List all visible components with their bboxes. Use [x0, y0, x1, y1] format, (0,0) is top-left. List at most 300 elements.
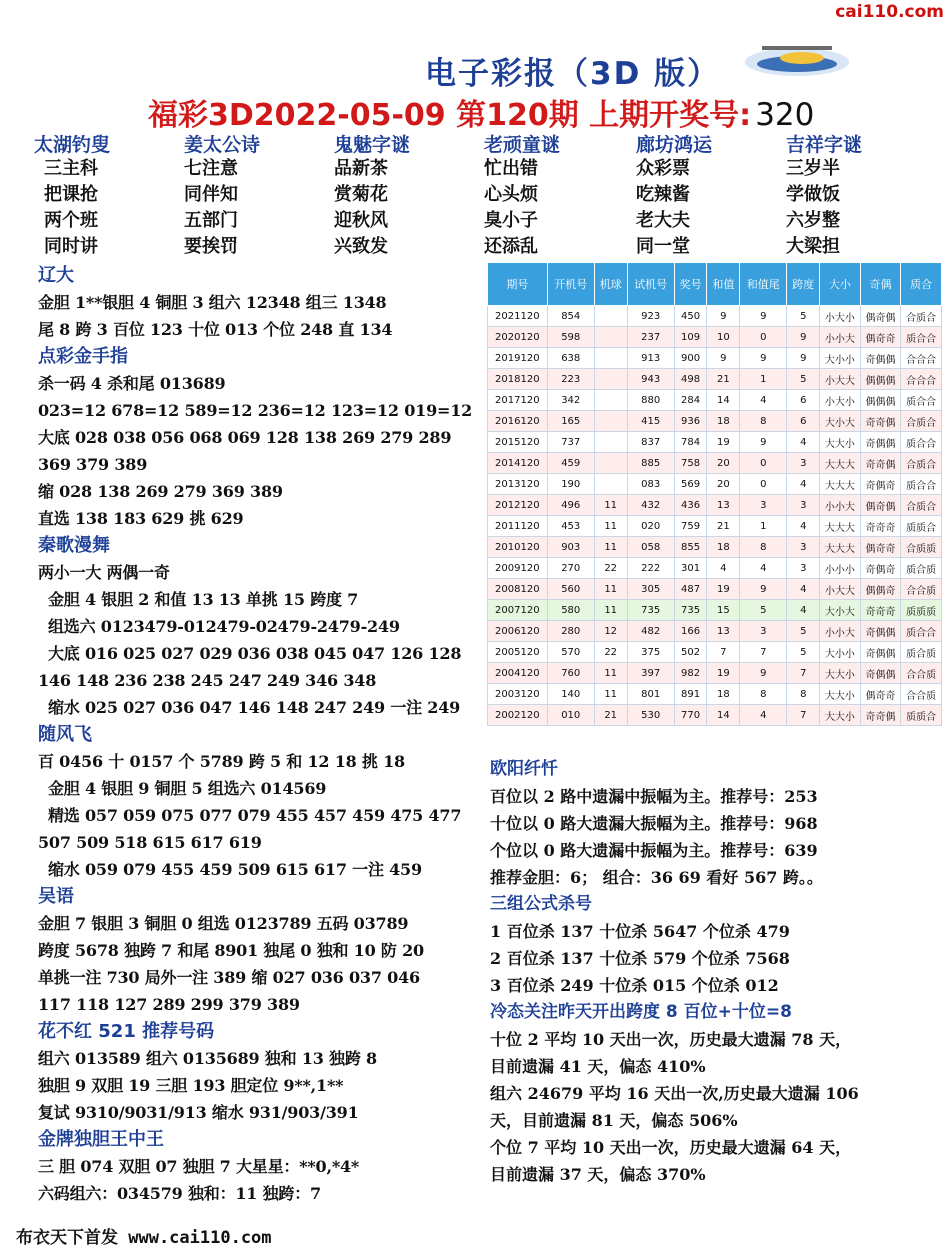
table-cell: 140: [547, 684, 594, 705]
riddle-item: 五部门: [184, 210, 238, 231]
table-cell: 14: [707, 390, 740, 411]
table-cell: 5: [787, 369, 820, 390]
text-line: 十位以 0 路大遗漏大振幅为主。推荐号：968: [490, 814, 818, 833]
table-cell: 质合质: [901, 558, 942, 579]
table-cell: 7: [740, 642, 787, 663]
table-cell: 小大小: [820, 390, 861, 411]
table-cell: 9: [707, 348, 740, 369]
table-cell: 合合合: [901, 348, 942, 369]
text-line: 3 百位杀 249 十位杀 015 个位杀 012: [490, 976, 779, 995]
table-cell: 18: [707, 537, 740, 558]
table-cell: 4: [707, 558, 740, 579]
column-header: 质合: [901, 263, 942, 306]
history-table: [487, 262, 942, 726]
table-cell: 合合质: [901, 684, 942, 705]
text-line: 个位以 0 路大遗漏中振幅为主。推荐号：639: [490, 841, 818, 860]
riddle-title: 鬼魅字谜: [334, 134, 411, 156]
table-cell: 2010120: [488, 537, 548, 558]
text-line: 组六 24679 平均 16 天出一次,历史最大遗漏 106: [490, 1084, 859, 1103]
text-line: 推荐金胆：6； 组合：36 69 看好 567 跨。。: [490, 868, 823, 887]
table-cell: 合合合: [901, 369, 942, 390]
riddle-item: 把课抢: [44, 184, 98, 205]
riddle-item: 大梁担: [786, 236, 840, 257]
table-cell: 21: [707, 369, 740, 390]
table-cell: 大小大: [820, 411, 861, 432]
table-cell: 质质合: [901, 516, 942, 537]
table-cell: 3: [787, 537, 820, 558]
table-row: [488, 705, 942, 726]
table-cell: 8: [787, 684, 820, 705]
table-cell: 880: [627, 390, 674, 411]
table-cell: [594, 369, 627, 390]
table-cell: 小大大: [820, 579, 861, 600]
table-cell: 223: [547, 369, 594, 390]
table-cell: [594, 474, 627, 495]
table-cell: 3: [740, 495, 787, 516]
table-cell: 2011120: [488, 516, 548, 537]
table-cell: 784: [674, 432, 707, 453]
riddle-item: 忙出错: [484, 158, 538, 179]
table-cell: 560: [547, 579, 594, 600]
table-cell: 6: [787, 390, 820, 411]
text-line: 尾 8 跨 3 百位 123 十位 013 个位 248 直 134: [38, 320, 393, 339]
table-cell: 奇偶偶: [860, 663, 901, 684]
table-cell: 合质合: [901, 306, 942, 327]
table-cell: 质合合: [901, 390, 942, 411]
table-cell: 943: [627, 369, 674, 390]
table-cell: 小大大: [820, 369, 861, 390]
table-cell: 大大小: [820, 663, 861, 684]
riddle-column: [786, 130, 926, 260]
table-cell: 342: [547, 390, 594, 411]
table-cell: 偶奇奇: [860, 684, 901, 705]
table-cell: 913: [627, 348, 674, 369]
riddle-item: 六岁整: [786, 210, 840, 231]
table-cell: 大大小: [820, 705, 861, 726]
table-cell: 11: [594, 663, 627, 684]
table-cell: 偶奇奇: [860, 327, 901, 348]
table-cell: 3: [787, 558, 820, 579]
table-cell: 580: [547, 600, 594, 621]
table-row: [488, 621, 942, 642]
table-cell: 450: [674, 306, 707, 327]
text-line: 缩水 025 027 036 047 146 148 247 249 一注 249: [48, 698, 461, 717]
table-cell: 10: [707, 327, 740, 348]
text-line: 146 148 236 238 245 247 249 346 348: [38, 671, 377, 690]
table-cell: 737: [547, 432, 594, 453]
table-cell: 436: [674, 495, 707, 516]
table-cell: 453: [547, 516, 594, 537]
right-column: [490, 756, 940, 1188]
riddle-title: 姜太公诗: [184, 134, 261, 156]
table-row: [488, 390, 942, 411]
section-title: 点彩金手指: [38, 346, 128, 367]
table-cell: 4: [740, 390, 787, 411]
table-row: [488, 348, 942, 369]
table-cell: 432: [627, 495, 674, 516]
table-cell: 5: [787, 621, 820, 642]
text-line: 023=12 678=12 589=12 236=12 123=12 019=12: [38, 401, 473, 420]
table-cell: 638: [547, 348, 594, 369]
table-cell: 4: [787, 579, 820, 600]
table-cell: 13: [707, 621, 740, 642]
table-cell: 11: [594, 516, 627, 537]
text-line: 金胆 7 银胆 3 铜胆 0 组选 0123789 五码 03789: [38, 914, 409, 933]
table-cell: 20: [707, 453, 740, 474]
table-cell: 合质质: [901, 537, 942, 558]
table-cell: 大大小: [820, 432, 861, 453]
table-row: [488, 663, 942, 684]
table-row: [488, 600, 942, 621]
table-cell: 4: [787, 474, 820, 495]
table-cell: 9: [787, 348, 820, 369]
text-line: 组选六 0123479-012479-02479-2479-249: [48, 617, 400, 636]
text-line: 2 百位杀 137 十位杀 579 个位杀 7568: [490, 949, 790, 968]
table-cell: 2006120: [488, 621, 548, 642]
table-cell: 大小大: [820, 600, 861, 621]
table-cell: 2003120: [488, 684, 548, 705]
table-cell: 237: [627, 327, 674, 348]
table-cell: 质合合: [901, 621, 942, 642]
table-cell: 2012120: [488, 495, 548, 516]
table-cell: 222: [627, 558, 674, 579]
table-cell: 4: [740, 558, 787, 579]
table-cell: 奇奇偶: [860, 453, 901, 474]
table-cell: 4: [740, 705, 787, 726]
section-title: 花不红 521 推荐号码: [38, 1021, 215, 1042]
column-header: 大小: [820, 263, 861, 306]
table-cell: 偶奇奇: [860, 537, 901, 558]
table-cell: 2020120: [488, 327, 548, 348]
table-cell: 982: [674, 663, 707, 684]
table-cell: 1: [740, 516, 787, 537]
table-cell: 3: [787, 495, 820, 516]
column-header: 奇偶: [860, 263, 901, 306]
table-cell: 020: [627, 516, 674, 537]
table-cell: 奇偶偶: [860, 432, 901, 453]
table-cell: 偶偶奇: [860, 579, 901, 600]
table-cell: 2007120: [488, 600, 548, 621]
table-row: [488, 453, 942, 474]
text-line: 大底 016 025 027 029 036 038 045 047 126 128: [48, 644, 462, 663]
table-cell: 770: [674, 705, 707, 726]
table-cell: 小小小: [820, 558, 861, 579]
table-cell: 奇奇奇: [860, 600, 901, 621]
table-cell: 大大大: [820, 474, 861, 495]
table-cell: 5: [740, 600, 787, 621]
riddle-column: [334, 130, 474, 260]
table-cell: 0: [740, 474, 787, 495]
table-cell: 19: [707, 663, 740, 684]
column-header: 试机号: [627, 263, 674, 306]
table-cell: 质合质: [901, 642, 942, 663]
table-cell: 合合质: [901, 579, 942, 600]
table-cell: 2005120: [488, 642, 548, 663]
text-line: 独胆 9 双胆 19 三胆 193 胆定位 9**,1**: [38, 1076, 344, 1095]
table-row: [488, 558, 942, 579]
table-cell: 13: [707, 495, 740, 516]
column-header: 和值尾: [740, 263, 787, 306]
table-cell: 大大大: [820, 453, 861, 474]
table-cell: 284: [674, 390, 707, 411]
table-cell: 936: [674, 411, 707, 432]
section-title: 三组公式杀号: [490, 894, 592, 914]
table-cell: 大大大: [820, 516, 861, 537]
table-cell: 569: [674, 474, 707, 495]
table-cell: 900: [674, 348, 707, 369]
riddle-title: 吉祥字谜: [786, 134, 863, 156]
table-cell: 大小小: [820, 642, 861, 663]
table-cell: 小小大: [820, 327, 861, 348]
section-title: 金牌独胆王中王: [38, 1129, 164, 1150]
text-line: 117 118 127 289 299 379 389: [38, 995, 300, 1014]
table-cell: 8: [740, 684, 787, 705]
table-body: [488, 306, 942, 726]
table-cell: 偶偶偶: [860, 390, 901, 411]
table-cell: 7: [787, 705, 820, 726]
table-row: [488, 432, 942, 453]
table-cell: 小小大: [820, 621, 861, 642]
riddle-column: [34, 130, 174, 260]
text-line: 三 胆 074 双胆 07 独胆 7 大星星：**0,*4*: [38, 1157, 360, 1176]
text-line: 单挑一注 730 局外一注 389 缩 027 036 037 046: [38, 968, 420, 987]
table-cell: 301: [674, 558, 707, 579]
riddle-item: 学做饭: [786, 184, 840, 205]
table-cell: 奇偶偶: [860, 348, 901, 369]
column-header: 期号: [488, 263, 548, 306]
table-cell: 偶奇偶: [860, 306, 901, 327]
table-cell: 9: [707, 306, 740, 327]
text-line: 六码组六：034579 独和：11 独跨：7: [38, 1184, 321, 1203]
riddle-item: 三主科: [44, 158, 98, 179]
table-cell: 奇奇偶: [860, 411, 901, 432]
table-cell: 2017120: [488, 390, 548, 411]
text-line: 个位 7 平均 10 天出一次，历史最大遗漏 64 天，: [490, 1138, 852, 1157]
logo-graphic: [742, 40, 852, 86]
section-title: 冷态关注昨天开出跨度 8 百位+十位=8: [490, 1002, 792, 1022]
table-row: [488, 306, 942, 327]
table-cell: 482: [627, 621, 674, 642]
table-cell: 7: [787, 663, 820, 684]
table-cell: 奇偶偶: [860, 621, 901, 642]
table-cell: 487: [674, 579, 707, 600]
table-cell: 22: [594, 558, 627, 579]
table-cell: 397: [627, 663, 674, 684]
table-row: [488, 411, 942, 432]
table-cell: 合质合: [901, 411, 942, 432]
riddle-item: 要挨罚: [184, 236, 238, 257]
table-cell: 2015120: [488, 432, 548, 453]
table-cell: 8: [740, 537, 787, 558]
draw-header: [148, 90, 814, 134]
table-cell: 质质合: [901, 705, 942, 726]
last-draw-number: 320: [755, 97, 815, 133]
table-cell: [594, 306, 627, 327]
table-header-row: [488, 263, 942, 306]
table-cell: 891: [674, 684, 707, 705]
table-cell: 2013120: [488, 474, 548, 495]
text-line: 组六 013589 组六 0135689 独和 13 独跨 8: [38, 1049, 377, 1068]
text-line: 目前遗漏 41 天，偏态 410%: [490, 1057, 706, 1076]
table-cell: 9: [740, 663, 787, 684]
riddle-item: 臭小子: [484, 210, 538, 231]
table-cell: 奇偶奇: [860, 558, 901, 579]
table-cell: 8: [740, 411, 787, 432]
riddle-item: 众彩票: [636, 158, 690, 179]
table-cell: 5: [787, 642, 820, 663]
table-cell: 奇奇奇: [860, 516, 901, 537]
table-cell: 083: [627, 474, 674, 495]
table-cell: 165: [547, 411, 594, 432]
table-row: [488, 327, 942, 348]
table-cell: 0: [740, 327, 787, 348]
table-cell: [594, 348, 627, 369]
riddle-item: 三岁半: [786, 158, 840, 179]
column-header: 开机号: [547, 263, 594, 306]
table-cell: [594, 390, 627, 411]
table-cell: 合质合: [901, 453, 942, 474]
table-cell: 偶偶偶: [860, 369, 901, 390]
text-line: 369 379 389: [38, 455, 148, 474]
text-line: 507 509 518 615 617 619: [38, 833, 262, 852]
table-cell: 570: [547, 642, 594, 663]
table-cell: 大大大: [820, 537, 861, 558]
riddle-item: 同伴知: [184, 184, 238, 205]
table-row: [488, 369, 942, 390]
table-cell: 760: [547, 663, 594, 684]
table-cell: 大大小: [820, 684, 861, 705]
riddle-item: 心头烦: [484, 184, 538, 205]
table-cell: 2016120: [488, 411, 548, 432]
riddle-title: 廊坊鸿运: [636, 134, 713, 156]
riddle-title: 老顽童谜: [484, 134, 561, 156]
table-cell: 9: [740, 432, 787, 453]
table-cell: 885: [627, 453, 674, 474]
riddle-item: 迎秋风: [334, 210, 388, 231]
table-cell: 2008120: [488, 579, 548, 600]
table-cell: 大小小: [820, 348, 861, 369]
table-cell: 2014120: [488, 453, 548, 474]
table-cell: 15: [707, 600, 740, 621]
table-row: [488, 495, 942, 516]
text-line: 两小一大 两偶一奇: [38, 563, 170, 582]
text-line: 直选 138 183 629 挑 629: [38, 509, 244, 528]
table-row: [488, 579, 942, 600]
table-cell: 530: [627, 705, 674, 726]
table-cell: 奇偶偶: [860, 642, 901, 663]
riddle-item: 吃辣酱: [636, 184, 690, 205]
table-cell: 190: [547, 474, 594, 495]
site-url[interactable]: cai110.com: [835, 2, 944, 22]
table-cell: 19: [707, 432, 740, 453]
table-cell: 质合合: [901, 327, 942, 348]
table-cell: 9: [740, 579, 787, 600]
riddle-item: 兴致发: [334, 236, 388, 257]
riddle-item: 两个班: [44, 210, 98, 231]
table-cell: 375: [627, 642, 674, 663]
table-cell: 305: [627, 579, 674, 600]
riddle-item: 同时讲: [44, 236, 98, 257]
table-cell: 质质质: [901, 600, 942, 621]
text-line: 金胆 4 银胆 2 和值 13 13 单挑 15 跨度 7: [48, 590, 359, 609]
table-cell: 19: [707, 579, 740, 600]
table-cell: 20: [707, 474, 740, 495]
table-cell: 735: [674, 600, 707, 621]
table-cell: 9: [787, 327, 820, 348]
text-line: 百 0456 十 0157 个 5789 跨 5 和 12 18 挑 18: [38, 752, 405, 771]
table-row: [488, 684, 942, 705]
table-cell: 058: [627, 537, 674, 558]
table-cell: [594, 432, 627, 453]
table-cell: 2002120: [488, 705, 548, 726]
text-line: 百位以 2 路中遗漏中振幅为主。推荐号：253: [490, 787, 818, 806]
riddle-item: 还添乱: [484, 236, 538, 257]
section-title: 辽大: [38, 265, 74, 286]
table-cell: 11: [594, 600, 627, 621]
table-cell: 2019120: [488, 348, 548, 369]
table-cell: 801: [627, 684, 674, 705]
column-header: 奖号: [674, 263, 707, 306]
header-text: 福彩3D2022-05-09 第120期 上期开奖号:: [148, 98, 752, 133]
riddle-column: [636, 130, 776, 260]
column-header: 跨度: [787, 263, 820, 306]
text-line: 跨度 5678 独跨 7 和尾 8901 独尾 0 独和 10 防 20: [38, 941, 424, 960]
text-line: 目前遗漏 37 天，偏态 370%: [490, 1165, 706, 1184]
table-cell: 合合质: [901, 663, 942, 684]
table-cell: 11: [594, 537, 627, 558]
text-line: 复试 9310/9031/913 缩水 931/903/391: [38, 1103, 359, 1122]
text-line: 金胆 1**银胆 4 铜胆 3 组六 12348 组三 1348: [38, 293, 387, 312]
section-title: 随风飞: [38, 724, 92, 745]
table-cell: 偶奇偶: [860, 495, 901, 516]
table-cell: 小大小: [820, 306, 861, 327]
table-cell: 14: [707, 705, 740, 726]
section-title: 欧阳纤忏: [490, 759, 558, 779]
table-cell: [594, 327, 627, 348]
text-line: 金胆 4 银胆 9 铜胆 5 组选六 014569: [48, 779, 327, 798]
text-line: 缩 028 138 269 279 369 389: [38, 482, 283, 501]
table-cell: 496: [547, 495, 594, 516]
table-cell: 小小大: [820, 495, 861, 516]
table-cell: 5: [787, 306, 820, 327]
table-cell: 合质合: [901, 495, 942, 516]
table-row: [488, 474, 942, 495]
table-cell: 11: [594, 495, 627, 516]
table-cell: 166: [674, 621, 707, 642]
section-title: 秦歌漫舞: [38, 535, 110, 556]
text-line: 1 百位杀 137 十位杀 5647 个位杀 479: [490, 922, 790, 941]
footer-text: 布衣天下首发 www.cai110.com: [16, 1228, 272, 1248]
table-cell: 4: [787, 432, 820, 453]
paper-title: 电子彩报（3D 版）: [425, 56, 721, 92]
table-row: [488, 516, 942, 537]
table-cell: 质合合: [901, 474, 942, 495]
table-cell: 109: [674, 327, 707, 348]
table-cell: 2009120: [488, 558, 548, 579]
table-cell: 21: [707, 516, 740, 537]
table-cell: 855: [674, 537, 707, 558]
table-cell: 11: [594, 684, 627, 705]
riddle-item: 七注意: [184, 158, 238, 179]
table-row: [488, 537, 942, 558]
table-cell: 758: [674, 453, 707, 474]
riddle-column: [184, 130, 324, 260]
table-cell: [594, 411, 627, 432]
text-line: 大底 028 038 056 068 069 128 138 269 279 289: [38, 428, 452, 447]
table-cell: 923: [627, 306, 674, 327]
table-row: [488, 642, 942, 663]
riddle-item: 同一堂: [636, 236, 690, 257]
